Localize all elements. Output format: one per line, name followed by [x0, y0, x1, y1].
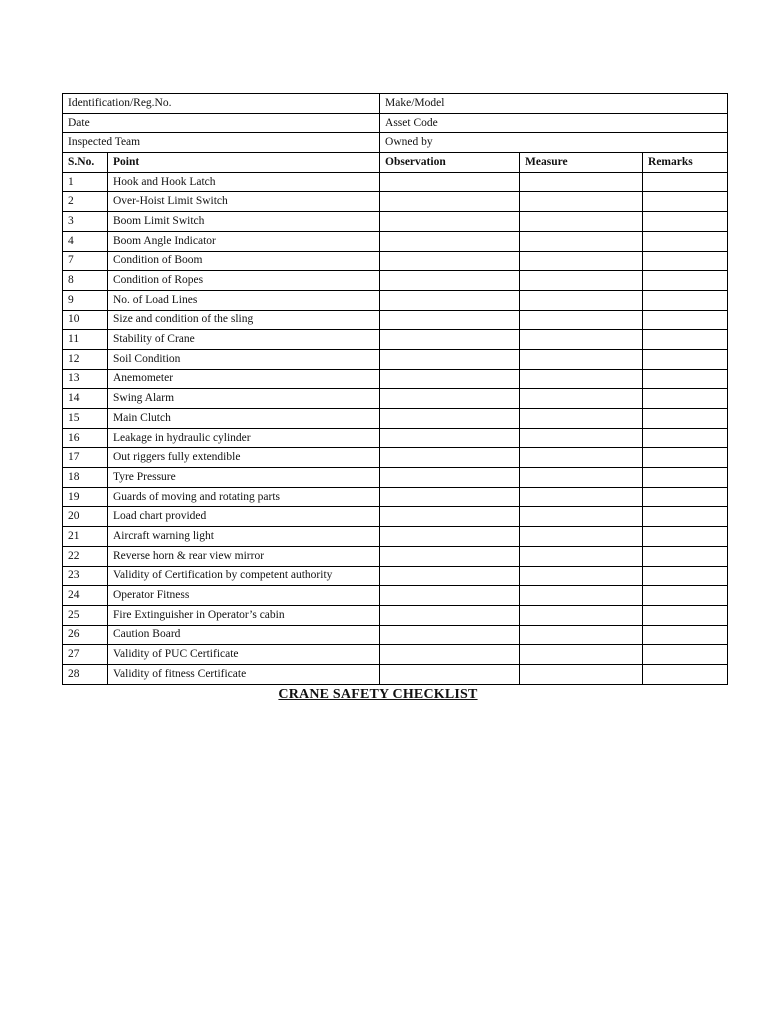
header-sno: S.No.	[63, 153, 108, 173]
table-row	[63, 527, 728, 547]
table-row	[63, 507, 728, 527]
checklist-table	[62, 93, 728, 685]
point-cell: Condition of Ropes	[108, 271, 380, 291]
sno-cell: 23	[63, 566, 108, 586]
remarks-cell[interactable]	[643, 192, 728, 212]
table-row	[63, 172, 728, 192]
table-row	[63, 566, 728, 586]
observation-cell[interactable]	[380, 468, 520, 488]
table-row	[63, 625, 728, 645]
point-cell: Fire Extinguisher in Operator’s cabin	[108, 605, 380, 625]
table-row	[63, 369, 728, 389]
point-cell: Leakage in hydraulic cylinder	[108, 428, 380, 448]
point-cell: Soil Condition	[108, 349, 380, 369]
owned-by-label: Owned by	[380, 133, 728, 153]
point-cell: Hook and Hook Latch	[108, 172, 380, 192]
table-row	[63, 271, 728, 291]
info-row-team	[63, 133, 728, 153]
remarks-cell[interactable]	[643, 231, 728, 251]
point-cell: Anemometer	[108, 369, 380, 389]
remarks-cell[interactable]	[643, 212, 728, 232]
checklist-table-body	[63, 94, 728, 685]
remarks-cell[interactable]	[643, 330, 728, 350]
measure-cell[interactable]	[520, 605, 643, 625]
table-row	[63, 664, 728, 684]
observation-cell[interactable]	[380, 349, 520, 369]
measure-cell[interactable]	[520, 389, 643, 409]
sno-cell: 27	[63, 645, 108, 665]
remarks-cell[interactable]	[643, 566, 728, 586]
point-cell: Condition of Boom	[108, 251, 380, 271]
measure-cell[interactable]	[520, 448, 643, 468]
remarks-cell[interactable]	[643, 468, 728, 488]
observation-cell[interactable]	[380, 231, 520, 251]
table-row	[63, 645, 728, 665]
measure-cell[interactable]	[520, 369, 643, 389]
observation-cell[interactable]	[380, 251, 520, 271]
table-row	[63, 349, 728, 369]
remarks-cell[interactable]	[643, 271, 728, 291]
point-cell: Tyre Pressure	[108, 468, 380, 488]
info-row-date	[63, 113, 728, 133]
observation-cell[interactable]	[380, 310, 520, 330]
header-remarks: Remarks	[643, 153, 728, 173]
info-row-identification	[63, 94, 728, 114]
table-row	[63, 212, 728, 232]
sno-cell: 26	[63, 625, 108, 645]
observation-cell[interactable]	[380, 605, 520, 625]
date-label: Date	[63, 113, 380, 133]
sno-cell: 9	[63, 290, 108, 310]
inspected-team-label: Inspected Team	[63, 133, 380, 153]
point-cell: Load chart provided	[108, 507, 380, 527]
remarks-cell[interactable]	[643, 645, 728, 665]
point-cell: Validity of Certification by competent authority	[108, 566, 380, 586]
measure-cell[interactable]	[520, 349, 643, 369]
measure-cell[interactable]	[520, 468, 643, 488]
remarks-cell[interactable]	[643, 369, 728, 389]
point-cell: Boom Limit Switch	[108, 212, 380, 232]
sno-cell: 11	[63, 330, 108, 350]
sno-cell: 24	[63, 586, 108, 606]
table-row	[63, 487, 728, 507]
point-cell: Swing Alarm	[108, 389, 380, 409]
identification-label: Identification/Reg.No.	[63, 94, 380, 114]
observation-cell[interactable]	[380, 664, 520, 684]
observation-cell[interactable]	[380, 271, 520, 291]
observation-cell[interactable]	[380, 507, 520, 527]
sno-cell: 3	[63, 212, 108, 232]
point-cell: Stability of Crane	[108, 330, 380, 350]
remarks-cell[interactable]	[643, 546, 728, 566]
sno-cell: 10	[63, 310, 108, 330]
table-row	[63, 448, 728, 468]
measure-cell[interactable]	[520, 428, 643, 448]
point-cell: Boom Angle Indicator	[108, 231, 380, 251]
table-row	[63, 192, 728, 212]
document-title: CRANE SAFETY CHECKLIST	[278, 687, 478, 702]
checklist-sheet	[62, 93, 728, 685]
measure-cell[interactable]	[520, 192, 643, 212]
sno-cell: 19	[63, 487, 108, 507]
measure-cell[interactable]	[520, 546, 643, 566]
table-row	[63, 468, 728, 488]
observation-cell[interactable]	[380, 290, 520, 310]
observation-cell[interactable]	[380, 369, 520, 389]
column-header-row	[63, 153, 728, 173]
measure-cell[interactable]	[520, 310, 643, 330]
remarks-cell[interactable]	[643, 310, 728, 330]
remarks-cell[interactable]	[643, 507, 728, 527]
observation-cell[interactable]	[380, 527, 520, 547]
observation-cell[interactable]	[380, 409, 520, 429]
observation-cell[interactable]	[380, 546, 520, 566]
measure-cell[interactable]	[520, 172, 643, 192]
table-row	[63, 428, 728, 448]
sno-cell: 25	[63, 605, 108, 625]
sno-cell: 7	[63, 251, 108, 271]
observation-cell[interactable]	[380, 645, 520, 665]
sno-cell: 8	[63, 271, 108, 291]
measure-cell[interactable]	[520, 625, 643, 645]
measure-cell[interactable]	[520, 290, 643, 310]
make-model-label: Make/Model	[380, 94, 728, 114]
table-row	[63, 409, 728, 429]
measure-cell[interactable]	[520, 409, 643, 429]
observation-cell[interactable]	[380, 172, 520, 192]
remarks-cell[interactable]	[643, 349, 728, 369]
observation-cell[interactable]	[380, 428, 520, 448]
sno-cell: 2	[63, 192, 108, 212]
observation-cell[interactable]	[380, 487, 520, 507]
remarks-cell[interactable]	[643, 290, 728, 310]
sno-cell: 18	[63, 468, 108, 488]
observation-cell[interactable]	[380, 389, 520, 409]
table-row	[63, 290, 728, 310]
sno-cell: 15	[63, 409, 108, 429]
table-row	[63, 586, 728, 606]
point-cell: Operator Fitness	[108, 586, 380, 606]
measure-cell[interactable]	[520, 271, 643, 291]
measure-cell[interactable]	[520, 251, 643, 271]
table-row	[63, 330, 728, 350]
observation-cell[interactable]	[380, 625, 520, 645]
point-cell: Caution Board	[108, 625, 380, 645]
point-cell: Guards of moving and rotating parts	[108, 487, 380, 507]
point-cell: Over-Hoist Limit Switch	[108, 192, 380, 212]
remarks-cell[interactable]	[643, 409, 728, 429]
remarks-cell[interactable]	[643, 428, 728, 448]
remarks-cell[interactable]	[643, 664, 728, 684]
observation-cell[interactable]	[380, 586, 520, 606]
asset-code-label: Asset Code	[380, 113, 728, 133]
observation-cell[interactable]	[380, 448, 520, 468]
header-measure: Measure	[520, 153, 643, 173]
measure-cell[interactable]	[520, 645, 643, 665]
remarks-cell[interactable]	[643, 527, 728, 547]
sno-cell: 17	[63, 448, 108, 468]
remarks-cell[interactable]	[643, 172, 728, 192]
remarks-cell[interactable]	[643, 586, 728, 606]
table-row	[63, 605, 728, 625]
point-cell: Size and condition of the sling	[108, 310, 380, 330]
header-point: Point	[108, 153, 380, 173]
point-cell: Validity of fitness Certificate	[108, 664, 380, 684]
measure-cell[interactable]	[520, 507, 643, 527]
observation-cell[interactable]	[380, 330, 520, 350]
sno-cell: 4	[63, 231, 108, 251]
observation-cell[interactable]	[380, 212, 520, 232]
point-cell: Validity of PUC Certificate	[108, 645, 380, 665]
table-row	[63, 310, 728, 330]
measure-cell[interactable]	[520, 586, 643, 606]
sno-cell: 22	[63, 546, 108, 566]
table-row	[63, 546, 728, 566]
measure-cell[interactable]	[520, 231, 643, 251]
sno-cell: 20	[63, 507, 108, 527]
table-row	[63, 389, 728, 409]
remarks-cell[interactable]	[643, 389, 728, 409]
remarks-cell[interactable]	[643, 487, 728, 507]
header-observation: Observation	[380, 153, 520, 173]
point-cell: No. of Load Lines	[108, 290, 380, 310]
table-row	[63, 231, 728, 251]
observation-cell[interactable]	[380, 192, 520, 212]
sno-cell: 1	[63, 172, 108, 192]
sno-cell: 12	[63, 349, 108, 369]
point-cell: Main Clutch	[108, 409, 380, 429]
remarks-cell[interactable]	[643, 605, 728, 625]
point-cell: Out riggers fully extendible	[108, 448, 380, 468]
point-cell: Reverse horn & rear view mirror	[108, 546, 380, 566]
sno-cell: 13	[63, 369, 108, 389]
sno-cell: 14	[63, 389, 108, 409]
measure-cell[interactable]	[520, 527, 643, 547]
measure-cell[interactable]	[520, 664, 643, 684]
table-row	[63, 251, 728, 271]
observation-cell[interactable]	[380, 566, 520, 586]
measure-cell[interactable]	[520, 487, 643, 507]
sno-cell: 21	[63, 527, 108, 547]
sno-cell: 16	[63, 428, 108, 448]
remarks-cell[interactable]	[643, 251, 728, 271]
remarks-cell[interactable]	[643, 625, 728, 645]
measure-cell[interactable]	[520, 566, 643, 586]
remarks-cell[interactable]	[643, 448, 728, 468]
sno-cell: 28	[63, 664, 108, 684]
measure-cell[interactable]	[520, 212, 643, 232]
measure-cell[interactable]	[520, 330, 643, 350]
point-cell: Aircraft warning light	[108, 527, 380, 547]
